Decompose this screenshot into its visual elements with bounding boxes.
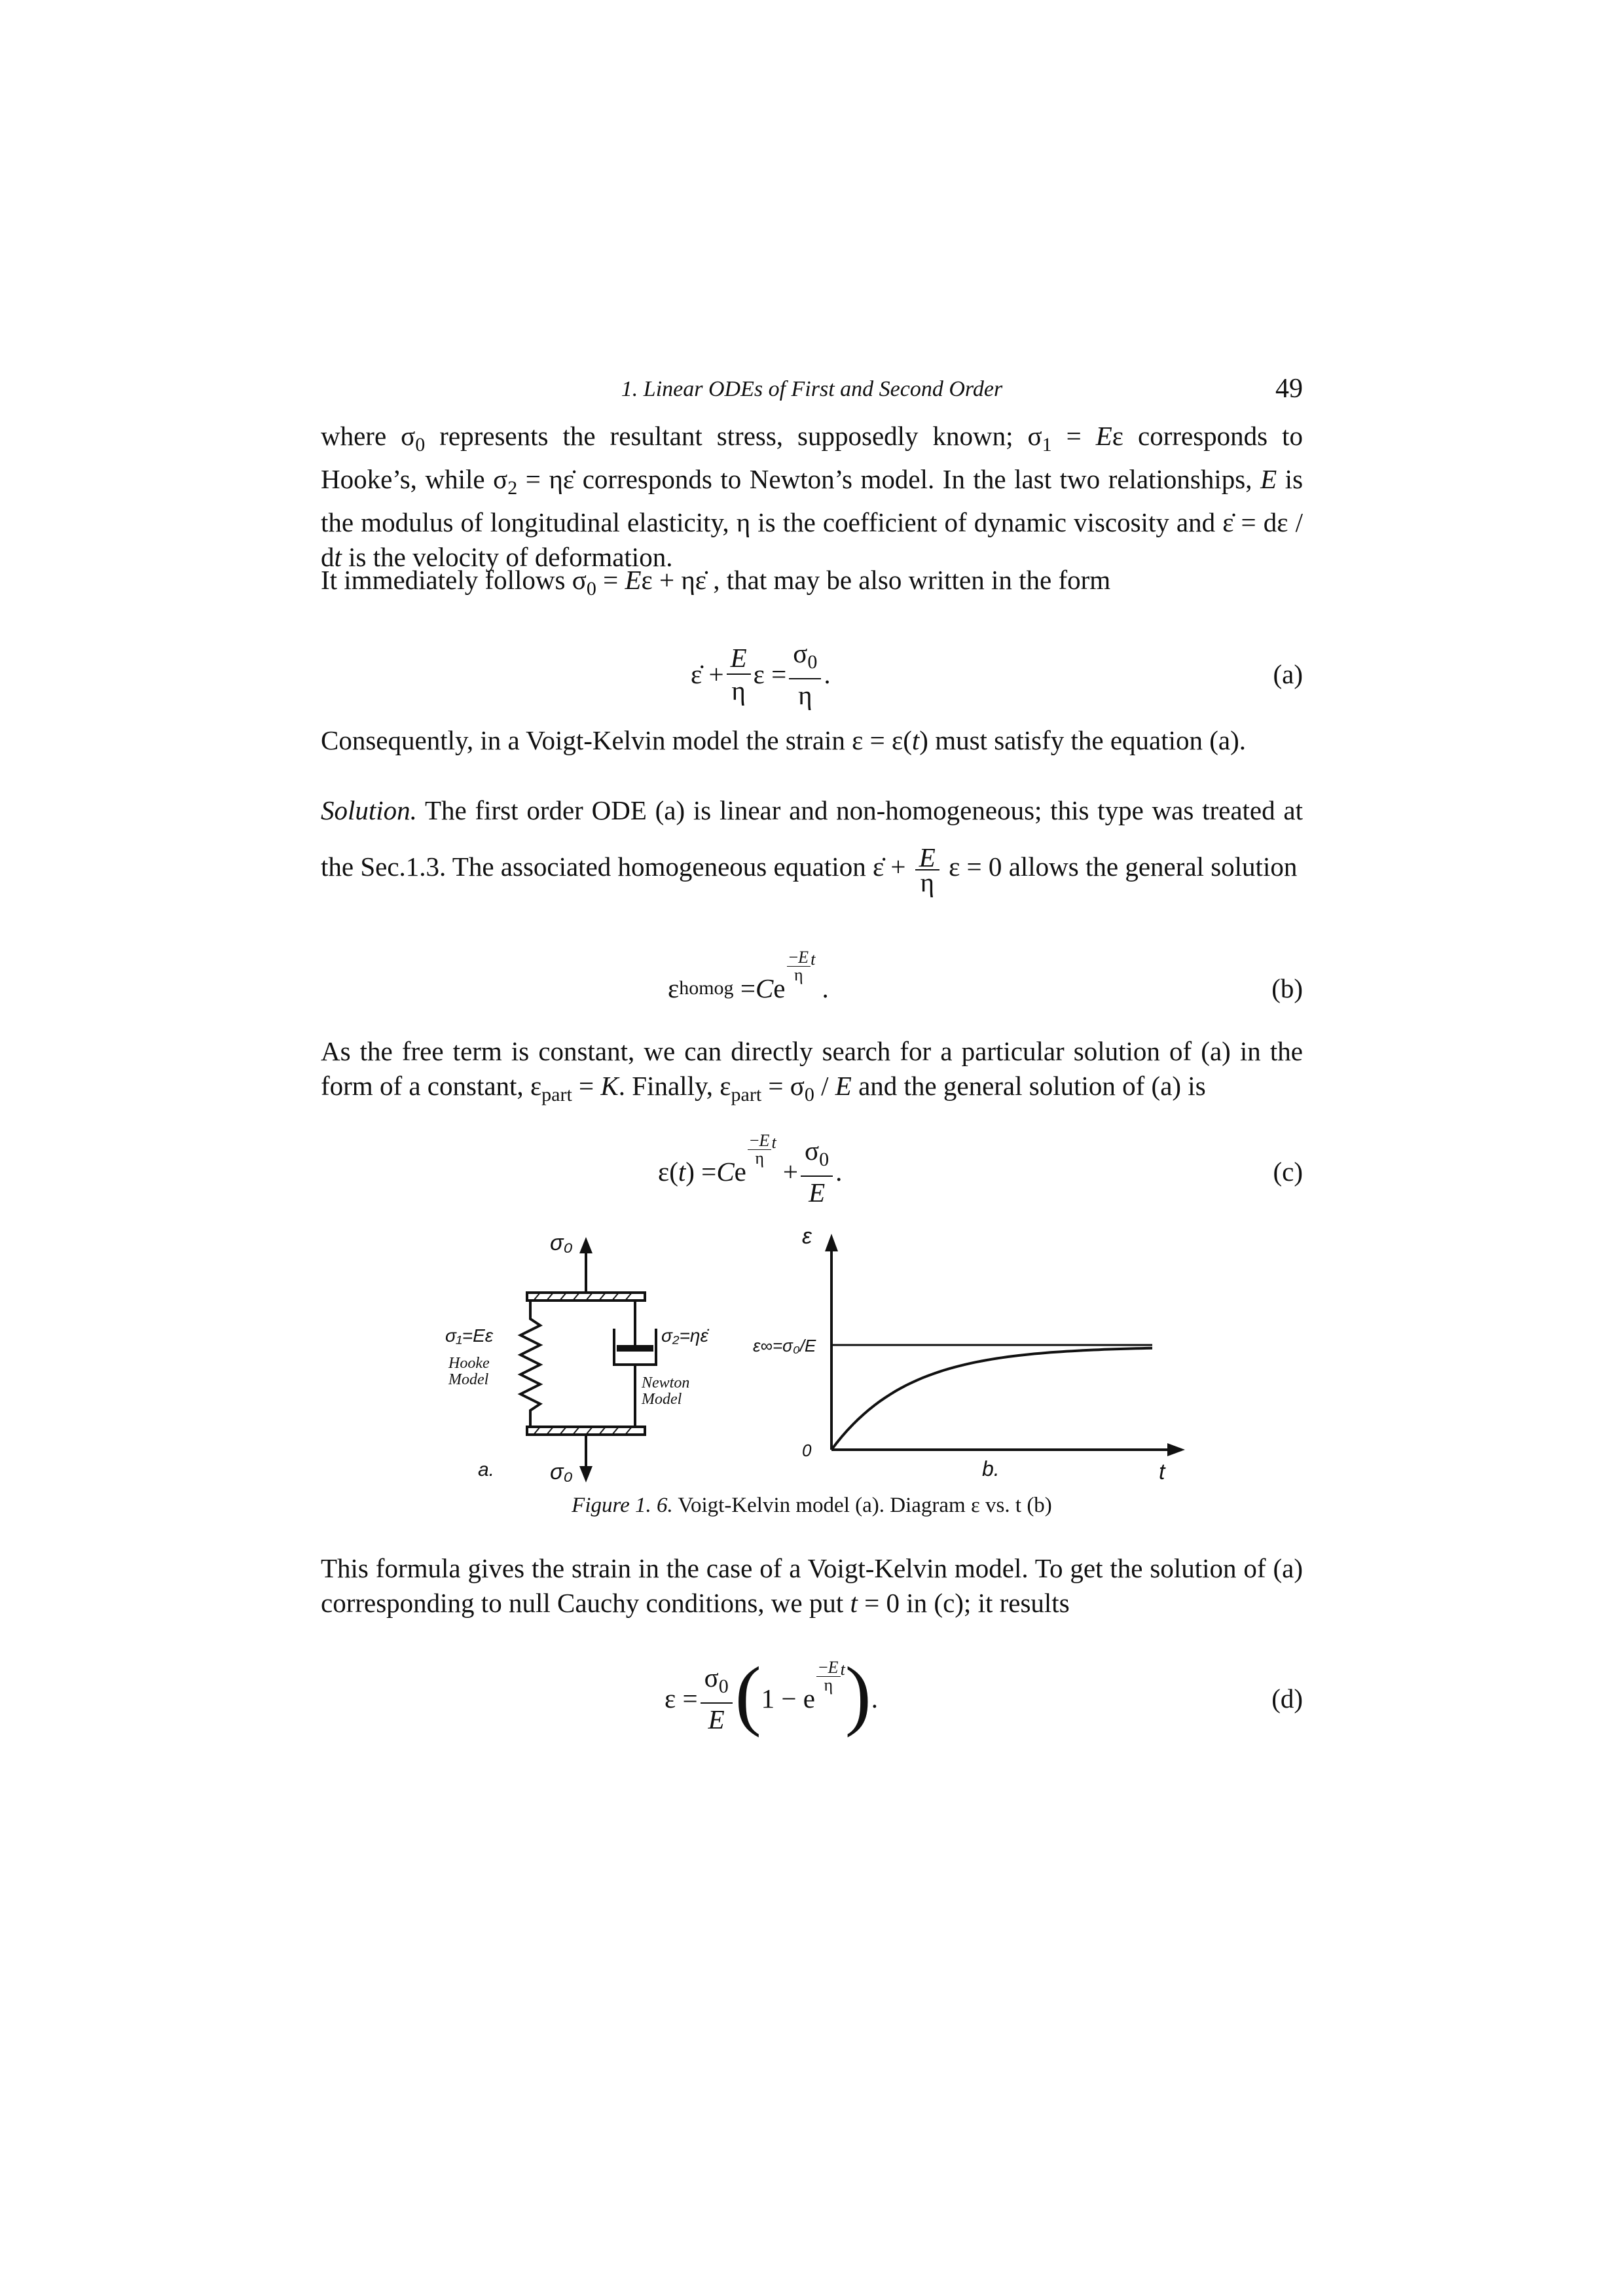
equation-c-tag: (c) xyxy=(1273,1157,1303,1187)
running-header xyxy=(321,373,1303,412)
solution-label: Solution. xyxy=(321,795,417,825)
paragraph-follows: It immediately follows $\sigma_0 = E\varepsilon$ + ηε̇ , that may be also written in the form xyxy=(321,565,1111,600)
equation-a: ε̇ + $\frac{E}{\eta}$ ε = $\frac{\sigma_0}{\eta}$ . (a) xyxy=(691,637,1303,711)
figure-caption-label: Figure 1. 6. xyxy=(572,1494,673,1517)
top-plate xyxy=(527,1293,645,1300)
equation-d: ε = $\frac{\sigma_0}{E}$ ( 1 − e −E η t ) . (d) xyxy=(665,1651,1303,1738)
x-axis-arrow xyxy=(1167,1443,1185,1456)
dashpot-piston xyxy=(617,1345,653,1352)
equation-d-tag: (d) xyxy=(1271,1683,1303,1713)
strain-curve xyxy=(831,1348,1152,1450)
arrow-head-bottom xyxy=(579,1466,593,1482)
paragraph-definitions: where $\sigma_0$ represents the resultant stress, supposedly known; $\sigma_1 = E\varepsilon$ corresponds to Hooke’s, while $\sigma_2$ = ηε̇ corresponds to Newton’s model. In the last two relationships, E is the modulus of longitudinal elasticity, η is the coefficient of dynamic viscosity and ε̇ = dε / dt is the velocity of deformation. xyxy=(321,421,1304,573)
sigma-top-label: σ₀ xyxy=(550,1230,573,1255)
panel-b-label: b. xyxy=(982,1457,1000,1480)
y-axis-label: ε xyxy=(802,1224,812,1249)
x-axis-label: t xyxy=(1159,1460,1165,1484)
equation-b: ε homog = C e −E η t . (b) xyxy=(668,947,1303,1003)
sigma-bottom-label: σ₀ xyxy=(550,1460,573,1484)
y-axis-arrow xyxy=(825,1234,838,1251)
hooke-label-2: Model xyxy=(448,1371,489,1388)
paragraph-particular: As the free term is constant, we can directly search for a particular solution of (a) in the form of a constant, $\varepsilon_{part} = K$. Finally, $\varepsilon_{part} = \sigma_0 / E$ and the general solution of (a) is xyxy=(321,1036,1303,1106)
origin-label: 0 xyxy=(802,1441,812,1460)
page-number: 49 xyxy=(1275,374,1303,404)
panel-a-label: a. xyxy=(478,1459,495,1480)
arrow-head-top xyxy=(579,1237,593,1253)
equation-c: ε( t ) = C e −E η t + $\frac{\sigma_0}{E}$ . (c) xyxy=(658,1130,1303,1208)
dashpot-equation: σ₂=ηε̇ xyxy=(661,1325,708,1346)
newton-label-2: Model xyxy=(642,1391,682,1408)
spring-equation: σ₁=Eε xyxy=(445,1325,494,1346)
figure-voigt-kelvin xyxy=(445,1224,1192,1486)
spring xyxy=(520,1300,540,1427)
paragraph-solution: Solution. The first order ODE (a) is linear and non-homogeneous; this type was treated at the Sec.1.3. The associated homogeneous equation ε̇ + $\frac{E}{\eta}$ ε = 0 allows the general solution xyxy=(321,795,1303,897)
figure-caption xyxy=(321,1494,1303,1518)
equation-a-tag: (a) xyxy=(1273,659,1303,689)
figure-caption-text: Voigt-Kelvin model (a). Diagram ε vs. t (b) xyxy=(678,1494,1052,1517)
asymptote-label: ε∞=σ₀/E xyxy=(753,1336,816,1355)
paragraph-formula: This formula gives the strain in the case of a Voigt-Kelvin model. To get the solution of (a) corresponding to null Cauchy conditions, we put t = 0 in (c); it results xyxy=(321,1553,1303,1618)
paragraph-consequently: Consequently, in a Voigt-Kelvin model the strain ε = ε(t) must satisfy the equation (a). xyxy=(321,725,1247,755)
strain-diagram xyxy=(825,1234,1185,1456)
newton-label-1: Newton xyxy=(642,1374,690,1391)
model-diagram xyxy=(520,1237,656,1482)
bottom-plate xyxy=(527,1427,645,1435)
equation-b-tag: (b) xyxy=(1271,973,1303,1003)
hooke-label-1: Hooke xyxy=(448,1355,490,1372)
running-title: 1. Linear ODEs of First and Second Order xyxy=(621,377,1003,401)
